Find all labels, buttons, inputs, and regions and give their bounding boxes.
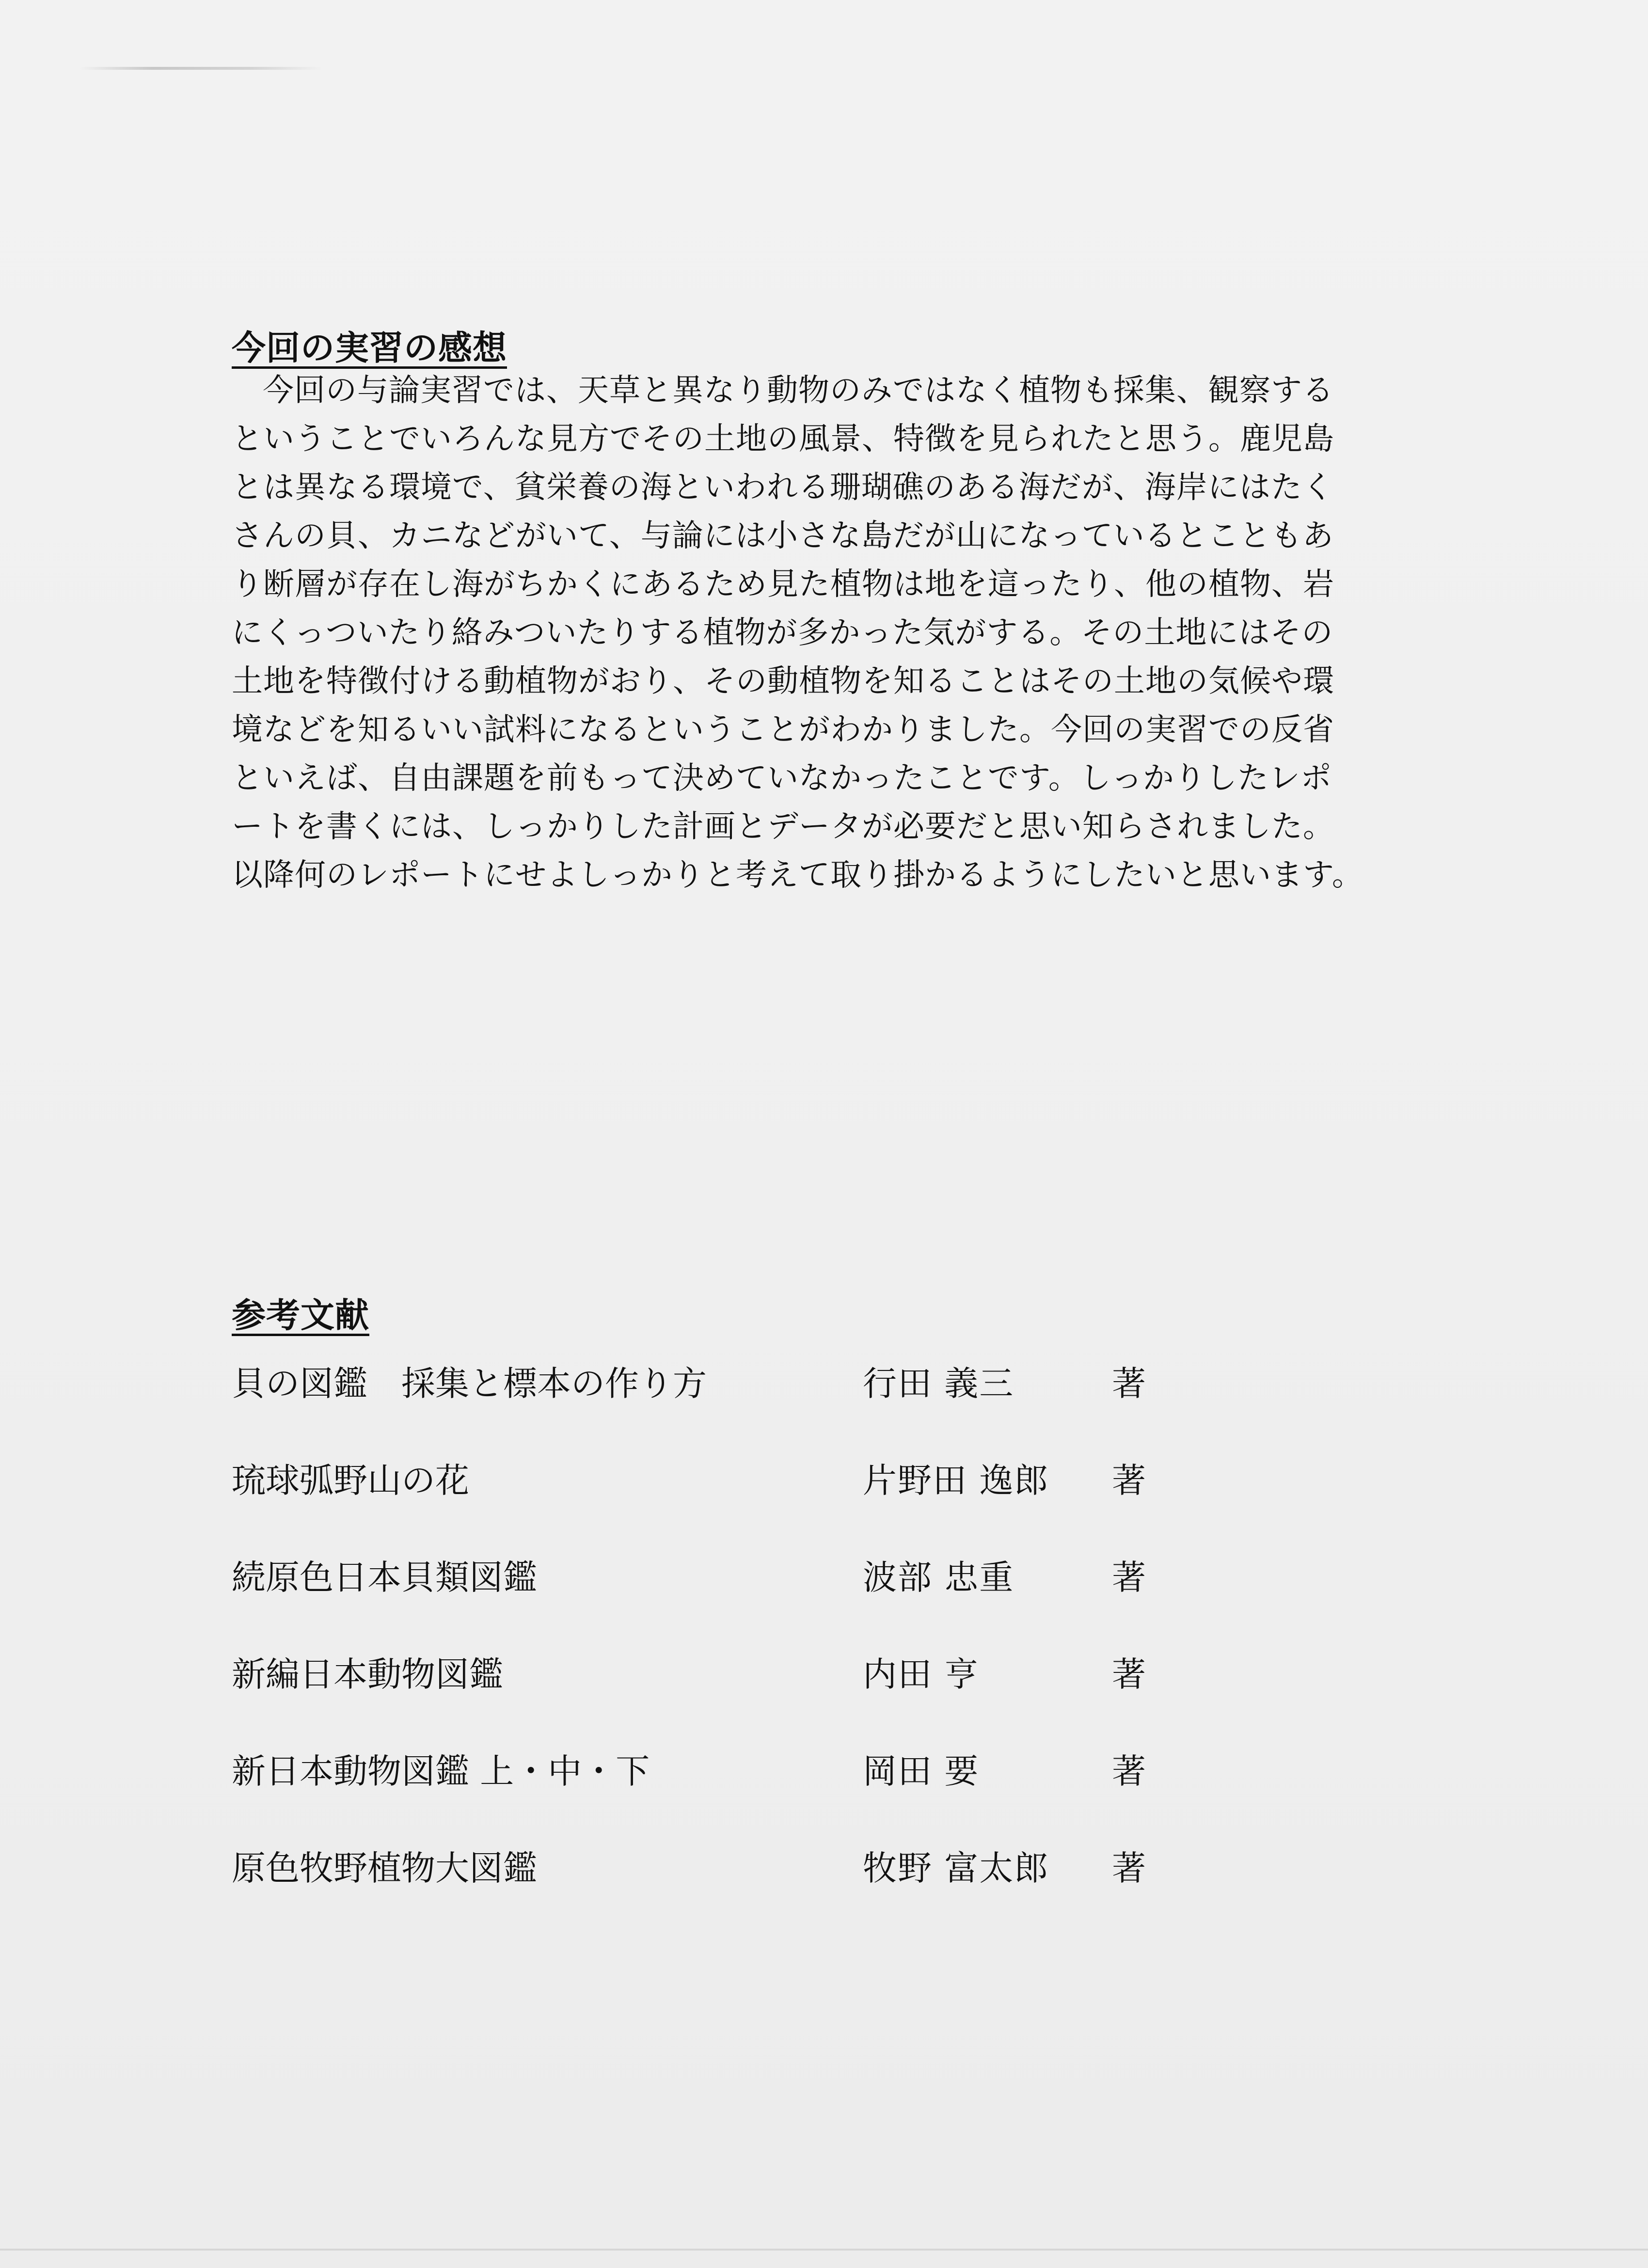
reference-item	[232, 1451, 1201, 1548]
scan-smudge	[80, 67, 322, 70]
reference-title: 琉球弧野山の花	[232, 1461, 469, 1500]
reference-title: 貝の図鑑 採集と標本の作り方	[232, 1364, 707, 1403]
impressions-paragraph	[232, 366, 1419, 899]
paragraph-line: さんの貝、カニなどがいて、与論には小さな島だが山になっているとこともあ	[232, 518, 1334, 554]
reference-title: 続原色日本貝類図鑑	[232, 1558, 537, 1597]
reference-author-suffix: 著	[1112, 1364, 1146, 1403]
reference-author: 牧野 富太郎	[863, 1848, 1049, 1888]
paragraph-line: にくっついたり絡みついたりする植物が多かった気がする。その土地にはその	[232, 615, 1333, 651]
paragraph-line: 土地を特徴付ける動植物がおり、その動植物を知ることはその土地の気候や環	[232, 663, 1334, 699]
reference-item	[232, 1742, 1201, 1839]
reference-list	[232, 1354, 1201, 1936]
paragraph-line: 今回の与論実習では、天草と異なり動物のみではなく植物も採集、観察する	[263, 373, 1334, 409]
reference-author: 片野田 逸郎	[863, 1461, 1049, 1500]
reference-author-suffix: 著	[1112, 1654, 1146, 1694]
reference-author: 岡田 要	[863, 1751, 980, 1791]
reference-author-suffix: 著	[1112, 1461, 1146, 1500]
reference-item	[232, 1839, 1201, 1936]
reference-author-suffix: 著	[1112, 1848, 1146, 1888]
reference-title: 原色牧野植物大図鑑	[232, 1848, 537, 1888]
reference-author: 内田 亨	[863, 1654, 980, 1694]
paragraph-line: ということでいろんな見方でその土地の風景、特徴を見られたと思う。鹿児島	[232, 421, 1334, 457]
reference-title: 新編日本動物図鑑	[232, 1654, 503, 1694]
paragraph-line: といえば、自由課題を前もって決めていなかったことです。しっかりしたレポ	[232, 760, 1332, 796]
reference-item	[232, 1645, 1201, 1742]
paragraph-line: 境などを知るいい試料になるということがわかりました。今回の実習での反省	[232, 712, 1334, 748]
page-bottom-edge	[0, 2249, 1648, 2251]
paragraph-line: 以降何のレポートにせよしっかりと考えて取り掛かるようにしたいと思います。	[232, 857, 1363, 893]
reference-author-suffix: 著	[1112, 1751, 1146, 1791]
reference-author-suffix: 著	[1112, 1558, 1146, 1597]
reference-title: 新日本動物図鑑 上・中・下	[232, 1751, 650, 1791]
reference-author: 波部 忠重	[863, 1558, 1014, 1597]
impressions-heading: 今回の実習の感想	[232, 328, 507, 368]
paragraph-line: ートを書くには、しっかりした計画とデータが必要だと思い知らされました。	[232, 809, 1334, 845]
reference-author: 行田 義三	[863, 1364, 1014, 1403]
paragraph-line: り断層が存在し海がちかくにあるため見た植物は地を這ったり、他の植物、岩	[232, 567, 1334, 602]
references-heading: 参考文献	[232, 1295, 369, 1336]
reference-item	[232, 1354, 1201, 1451]
paragraph-line: とは異なる環境で、貧栄養の海といわれる珊瑚礁のある海だが、海岸にはたく	[232, 470, 1334, 505]
reference-item	[232, 1548, 1201, 1645]
